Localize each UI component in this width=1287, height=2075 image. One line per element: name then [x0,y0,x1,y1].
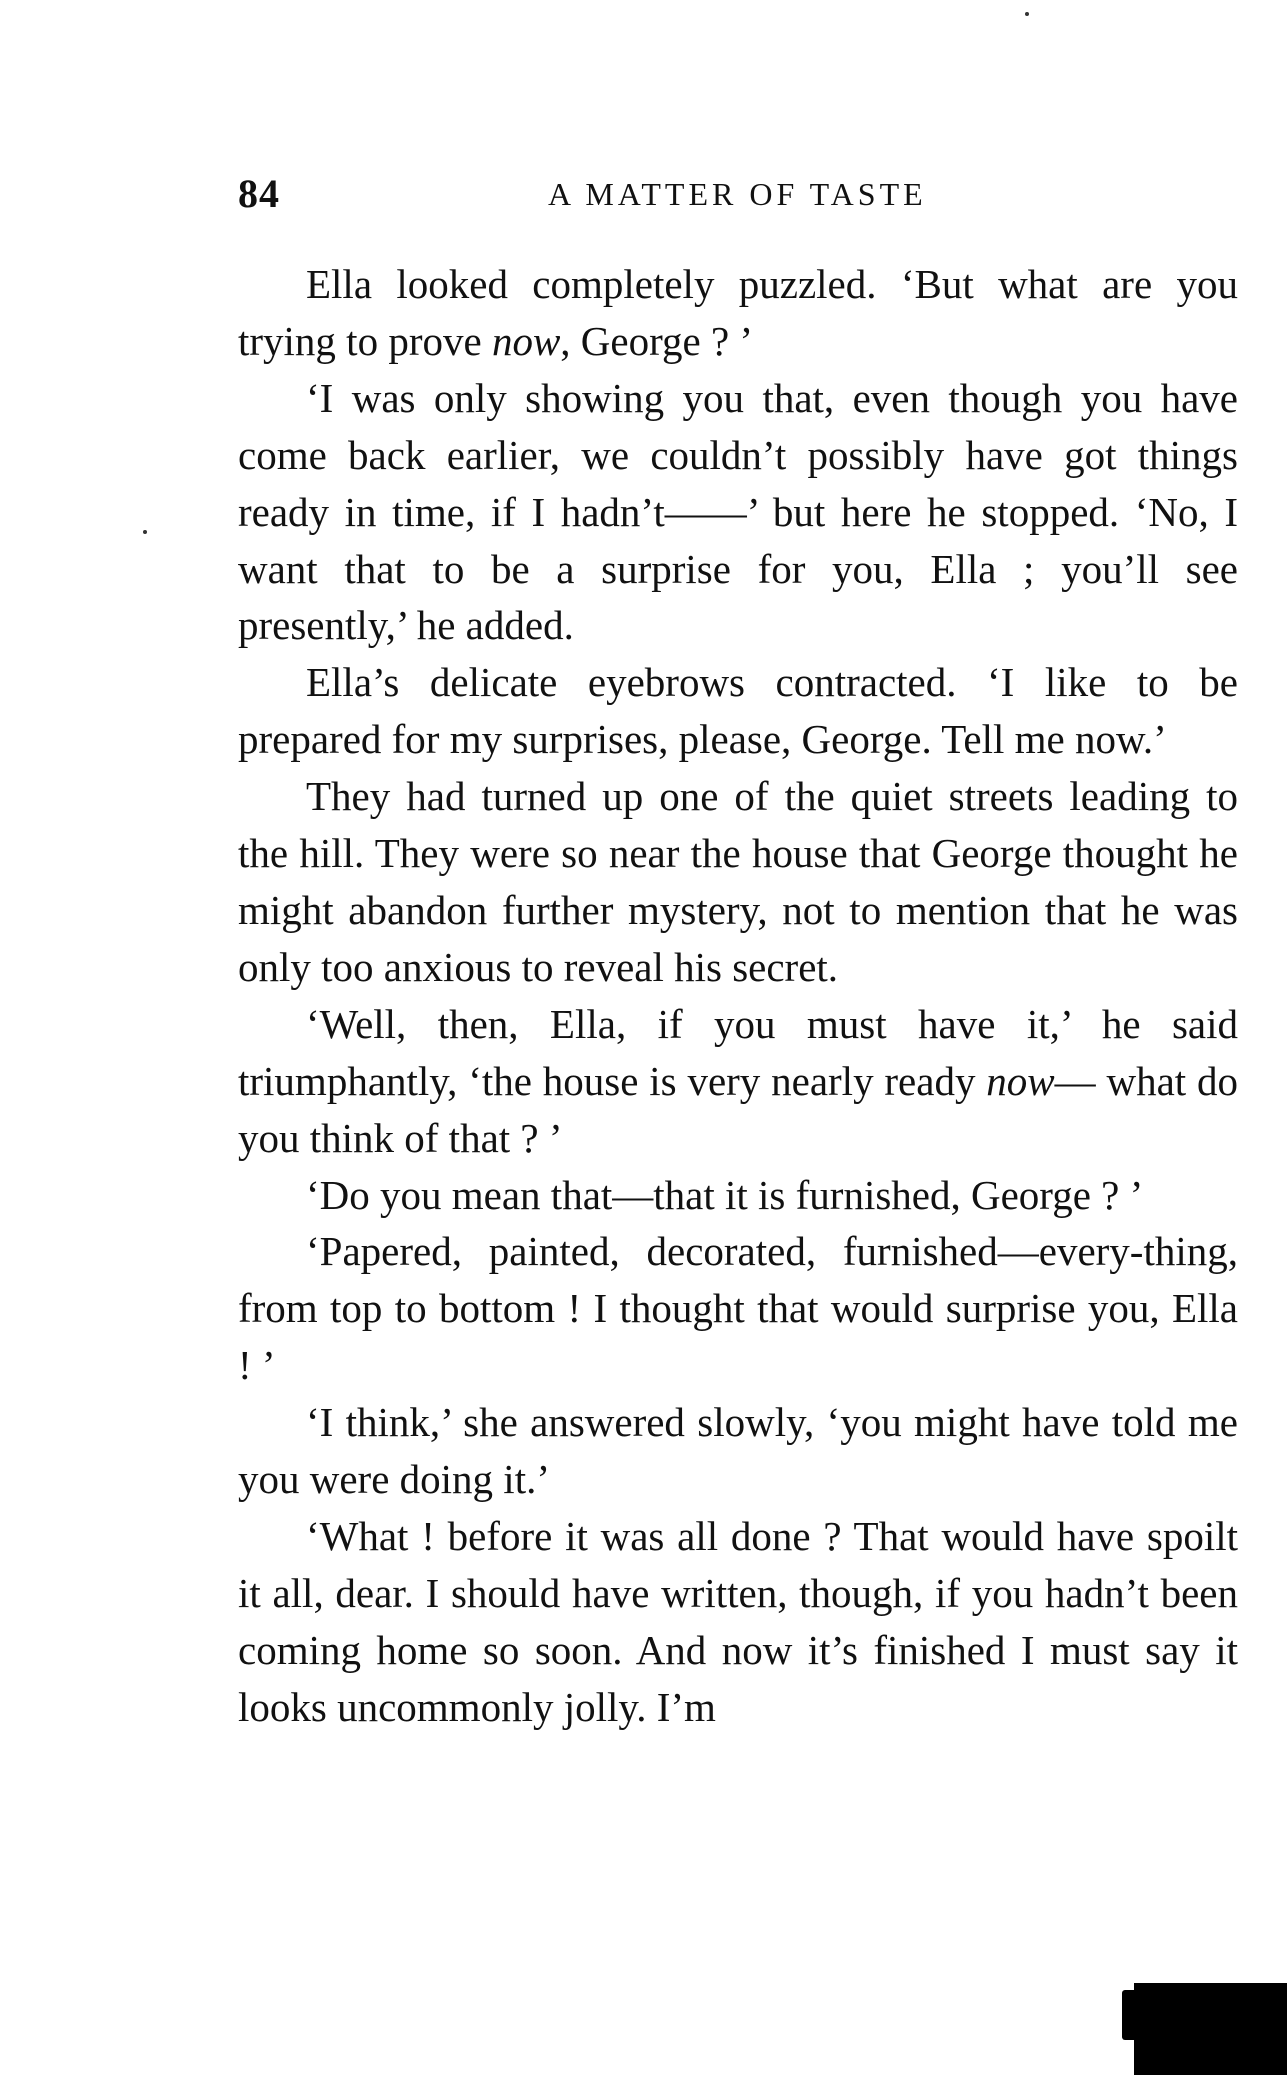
paragraph [238,996,1238,1167]
paragraph-text: , George ? ’ [560,317,754,364]
paragraph-text: — what do you think of that ? ’ [238,1057,1238,1161]
page-number: 84 [238,171,280,216]
italic-word: now [986,1057,1055,1104]
paragraph-text: Ella looked completely puzzled. ‘But what are you trying to prove [238,261,1238,364]
paragraph-text: ‘I was only showing you that, even though you have come back earlier, we couldn’t possibly have got things ready in time, if I hadn’t——’ but here he stopped. ‘No, I want that to be a surprise for you, Ella ; you’ll see presently,’ he added. [238,374,1238,649]
paragraph [238,1508,1238,1736]
running-head: A MATTER OF TASTE [548,176,927,212]
paragraph-text: ‘Do you mean that—that it is furnished, George ? ’ [306,1171,1144,1218]
italic-word: now [491,317,561,364]
paragraph [238,654,1238,768]
body-text [238,256,1238,1736]
paragraph-text: Ella’s delicate eyebrows contracted. ‘I like to be prepared for my surprises, please, George. Tell me now.’ [238,659,1238,763]
paragraph [238,768,1238,996]
paragraph-text: They had turned up one of the quiet streets leading to the hill. They were so near the house that George thought he might abandon further mystery, not to mention that he was only too anxious to reveal his secret. [238,773,1238,990]
paragraph-text: ‘Papered, painted, decorated, furnished—every-thing, from top to bottom ! I thought that would surprise you, Ella ! ’ [238,1228,1238,1389]
scan-speck [1025,12,1029,16]
scan-speck [143,530,147,534]
page-header [238,170,1238,220]
paragraph [238,1223,1238,1394]
paragraph [238,370,1238,655]
paragraph-text: ‘What ! before it was all done ? That would have spoilt it all, dear. I should have written, though, if you hadn’t been coming home so soon. And now it’s finished I must say it looks uncommonly jolly. I’m [238,1512,1238,1730]
paragraph-text: ‘Well, then, Ella, if you must have it,’ he said triumphantly, ‘the house is very nearly ready [238,1000,1238,1104]
paragraph [238,1394,1238,1508]
paragraph [238,1167,1238,1224]
scan-edge-mark [1134,1983,1287,2075]
paragraph-text: ‘I think,’ she answered slowly, ‘you might have told me you were doing it.’ [238,1399,1238,1503]
paragraph [238,256,1238,370]
